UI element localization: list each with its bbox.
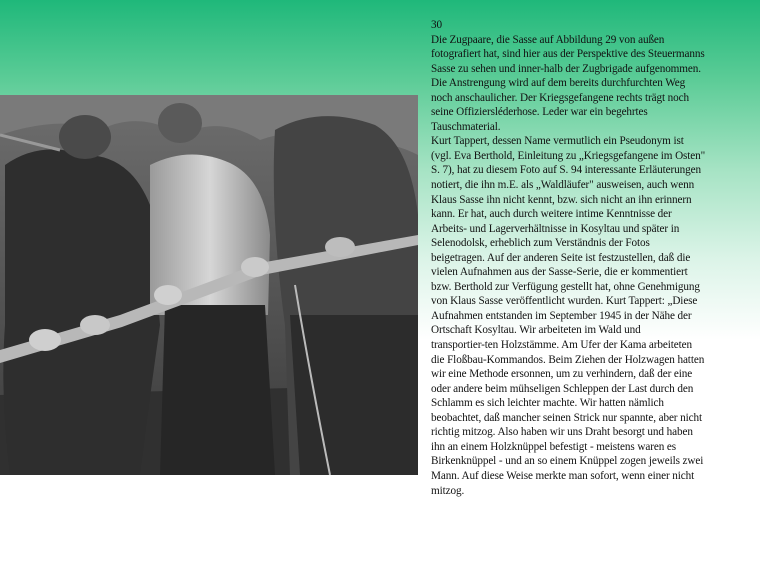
text-line: Die Anstrengung wird auf dem bereits durchfurchten Weg [431, 77, 686, 90]
photo-illustration [0, 95, 418, 475]
text-line: Klaus Sasse ihn nicht kennt, bzw. sich nicht an ihn erinnern [431, 193, 692, 206]
text-line: Tauschmaterial. [431, 120, 501, 133]
caption-text-block [431, 18, 757, 498]
historical-photo [0, 95, 418, 475]
text-line: die Floßbau-Kommandos. Beim Ziehen der Holzwagen hatten [431, 353, 705, 366]
text-line: vielen Aufnahmen aus der Sasse-Serie, die er kommentiert [431, 266, 688, 279]
text-line: Arbeits- und Lagerverhältnisse in Kosyltau und später in [431, 222, 680, 235]
text-line: S. 7), hat zu diesem Foto auf S. 94 interessante Erläuterungen [431, 164, 702, 177]
text-line: kann. Er hat, auch durch weitere intime Kenntnisse der [431, 208, 672, 221]
text-line: transportier-ten Holzstämme. Am Ufer der Kama arbeiteten [431, 339, 693, 352]
text-line: Sasse zu sehen und inner-halb der Zugbrigade aufgenommen. [431, 62, 701, 75]
text-line: Kurt Tappert, dessen Name vermutlich ein Pseudonym ist [431, 135, 684, 148]
text-line: (vgl. Eva Berthold, Einleitung zu „Kriegsgefangene im Osten" [431, 149, 706, 162]
text-line: Die Zugpaare, die Sasse auf Abbildung 29 von außen [431, 33, 665, 46]
text-line: beobachtet, daß mancher seinen Strick nur spannte, aber nicht [431, 411, 702, 424]
text-line: richtig mitzog. Also haben wir uns Draht besorgt und haben [431, 426, 693, 439]
text-line: notiert, die ihn m.E. als „Waldläufer" ausweisen, auch wenn [431, 179, 695, 192]
text-line: Mann. Auf diese Weise merkte man sofort, wenn einer nicht [431, 469, 695, 482]
text-line: Schlamm es sich leichter machte. Wir hatten nämlich [431, 397, 664, 410]
text-line: Birkenknüppel - und an so einem Knüppel zogen jeweils zwei [431, 455, 704, 468]
text-line: bzw. Berthold zur Verfügung gestellt hat, ohne Genehmigung [431, 280, 700, 293]
text-line: mitzog. [431, 484, 465, 497]
text-line: ihn an einem Holzknüppel befestigt - meistens waren es [431, 440, 677, 453]
text-line: oder andere beim mühseligen Schleppen der Last durch den [431, 382, 694, 395]
text-line: von Klaus Sasse veröffentlicht wurden. Kurt Tappert: „Diese [431, 295, 698, 308]
text-line: Selenodolsk, erheblich zum Verständnis der Fotos [431, 237, 650, 250]
text-line: noch anschaulicher. Der Kriegsgefangene rechts trägt noch [431, 91, 690, 104]
slide-number: 30 [431, 19, 442, 31]
text-line: Ortschaft Kosyltau. Wir arbeiteten im Wald und [431, 324, 641, 337]
text-line: fotografiert hat, sind hier aus der Perspektive des Steuermanns [431, 48, 705, 61]
text-line: wir eine Methode ersonnen, um zu verhindern, daß der eine [431, 368, 693, 381]
text-line: Aufnahmen entstanden im September 1945 in der Nähe der [431, 309, 692, 322]
text-line: seine Offiziersléderhose. Leder war ein begehrtes [431, 106, 648, 119]
text-line: beigetragen. Auf der anderen Seite ist festzustellen, daß die [431, 251, 691, 264]
